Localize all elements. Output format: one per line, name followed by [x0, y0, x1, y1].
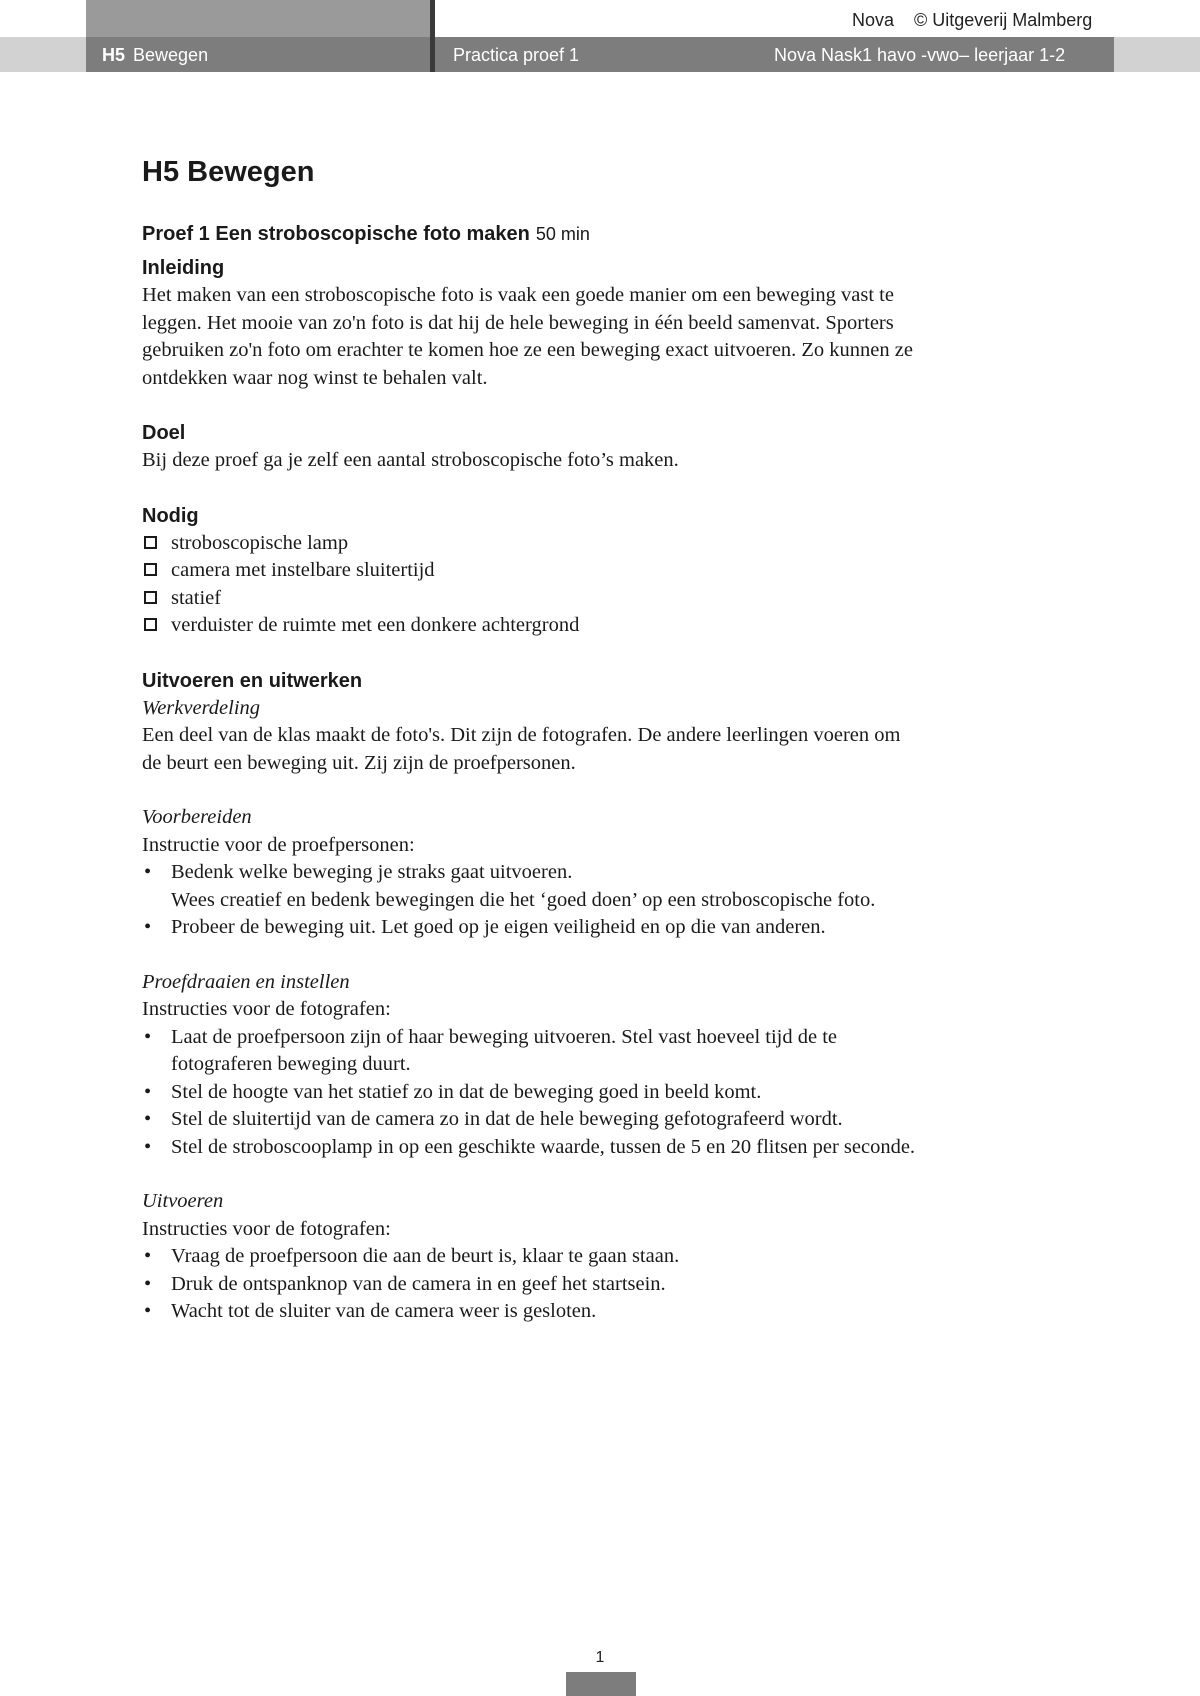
bullet-icon: • [144, 1025, 152, 1048]
bullet-icon: • [144, 861, 152, 883]
list-item-line: Druk de ontspanknop van de camera in en geef het startsein. [171, 1272, 666, 1295]
list-item [142, 859, 1082, 914]
list-item-text: stroboscopische lamp [171, 531, 349, 554]
header-divider [430, 0, 435, 72]
list-item [142, 1243, 1082, 1271]
header-course: Nova Nask1 havo -vwo– leerjaar 1-2 [774, 45, 1066, 65]
list-item [142, 1271, 1082, 1299]
list-item-line: Probeer de beweging uit. Let goed op je eigen veiligheid en op die van anderen. [171, 916, 826, 938]
bullet-icon: • [144, 1108, 152, 1130]
werkverdeling-text [142, 722, 1082, 777]
list-item [142, 914, 1082, 942]
list-item [142, 585, 1082, 613]
list-item [142, 1024, 1082, 1079]
voorbereiden-subheading: Voorbereiden [142, 806, 252, 828]
list-item-text: verduister de ruimte met een donkere achtergrond [171, 614, 580, 636]
list-item-line: Bedenk welke beweging je straks gaat uitvoeren. [171, 861, 573, 883]
uitvoeren-list [142, 1243, 1082, 1326]
werkverdeling-line: de beurt een beweging uit. Zij zijn de proefpersonen. [142, 751, 576, 774]
list-item [142, 612, 1082, 640]
list-item-line: Wees creatief en bedenk bewegingen die het ‘goed doen’ op een stroboscopische foto. [171, 888, 876, 911]
proef-duration: 50 min [535, 224, 590, 244]
document-body [142, 150, 1082, 1326]
list-item-line: Stel de hoogte van het statief zo in dat de beweging goed in beeld komt. [171, 1080, 762, 1103]
inleiding-text [142, 282, 1082, 392]
voorbereiden-intro: Instructie voor de proefpersonen: [142, 833, 415, 856]
werkverdeling-subheading: Werkverdeling [142, 696, 261, 719]
voorbereiden-list [142, 859, 1082, 942]
list-item-line: fotograferen beweging duurt. [171, 1053, 411, 1075]
page-number: 1 [595, 1649, 605, 1666]
header-practica: Practica proef 1 [453, 45, 580, 65]
bullet-icon: • [144, 1300, 152, 1322]
list-item-line: Stel de stroboscooplamp in op een geschikte waarde, tussen de 5 en 20 flitsen per seconde. [171, 1135, 916, 1158]
bullet-icon: • [144, 1272, 152, 1295]
doel-text: Bij deze proef ga je zelf een aantal stroboscopische foto’s maken. [142, 449, 679, 471]
inleiding-line: ontdekken waar nog winst te behalen valt. [142, 366, 488, 389]
nodig-list [142, 530, 1082, 640]
list-item [142, 1079, 1082, 1107]
uitvoeren-subheading: Uitvoeren [142, 1190, 224, 1212]
checkbox-icon [144, 536, 157, 549]
proefdraaien-intro: Instructies voor de fotografen: [142, 998, 391, 1020]
list-item-line: Wacht tot de sluiter van de camera weer is gesloten. [171, 1300, 597, 1322]
inleiding-line: leggen. Het mooie van zo'n foto is dat hij de hele beweging in één beeld samenvat. Sporters [142, 311, 894, 334]
inleiding-line: Het maken van een stroboscopische foto is vaak een goede manier om een beweging vast te [142, 284, 894, 306]
bullet-icon: • [144, 1245, 152, 1267]
header-chapter [102, 43, 208, 67]
header-tab [86, 0, 430, 37]
list-item-text: camera met instelbare sluitertijd [171, 559, 435, 581]
checkbox-icon [144, 563, 157, 576]
header-copyright: © Uitgeverij Malmberg [914, 10, 1093, 30]
list-item-line: Laat de proefpersoon zijn of haar beweging uitvoeren. Stel vast hoeveel tijd de te [171, 1025, 838, 1048]
list-item [142, 1106, 1082, 1134]
checkbox-icon [144, 618, 157, 631]
proefdraaien-subheading: Proefdraaien en instellen [142, 970, 350, 993]
header-chapter-code: H5 [102, 45, 126, 65]
header-brand: Nova [852, 10, 895, 30]
nodig-heading: Nodig [142, 504, 199, 527]
inleiding-heading: Inleiding [142, 257, 225, 279]
uitvoeren-intro: Instructies voor de fotografen: [142, 1217, 391, 1240]
list-item [142, 1298, 1082, 1326]
list-item-line: Stel de sluitertijd van de camera zo in dat de hele beweging gefotografeerd wordt. [171, 1108, 843, 1130]
proef-title-text: Proef 1 Een stroboscopische foto maken [142, 223, 530, 245]
proef-title [142, 220, 1082, 248]
header-chapter-name: Bewegen [133, 45, 209, 65]
werkverdeling-line: Een deel van de klas maakt de foto's. Dit zijn de fotografen. De andere leerlingen voeren om [142, 724, 901, 746]
list-item-line: Vraag de proefpersoon die aan de beurt is, klaar te gaan staan. [171, 1245, 680, 1267]
footer-bar [566, 1672, 636, 1696]
list-item [142, 530, 1082, 558]
inleiding-line: gebruiken zo'n foto om erachter te komen hoe ze een beweging exact uitvoeren. Zo kunnen ze [142, 339, 913, 361]
list-item [142, 1134, 1082, 1162]
list-item [142, 557, 1082, 585]
list-item-text: statief [171, 586, 222, 609]
checkbox-icon [144, 591, 157, 604]
uitvoeren-heading: Uitvoeren en uitwerken [142, 669, 363, 692]
bullet-icon: • [144, 1080, 152, 1103]
bullet-icon: • [144, 916, 152, 938]
page-title: H5 Bewegen [142, 156, 315, 188]
bullet-icon: • [144, 1135, 152, 1158]
doel-heading: Doel [142, 422, 186, 444]
proefdraaien-list [142, 1024, 1082, 1162]
